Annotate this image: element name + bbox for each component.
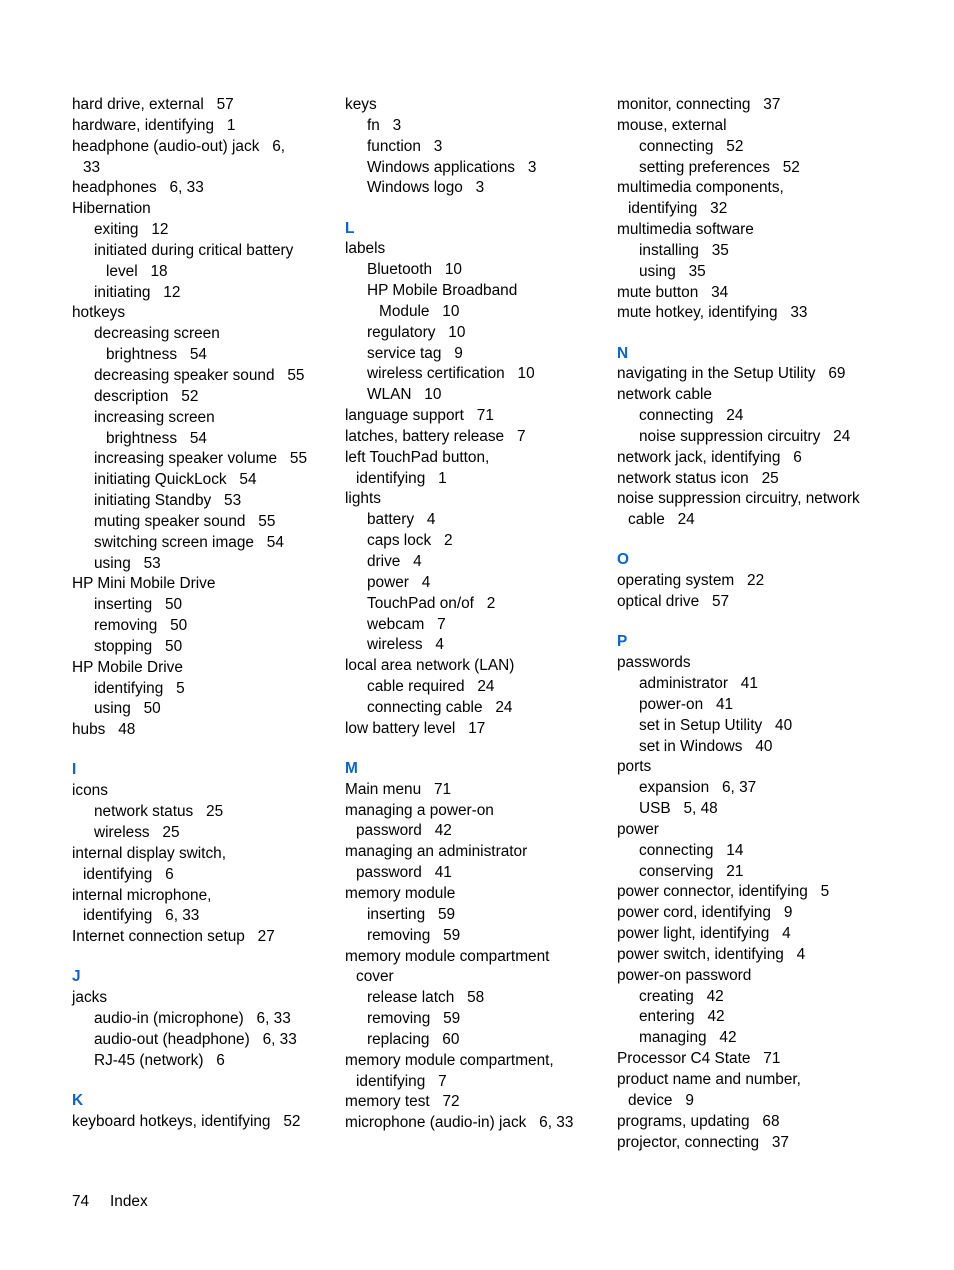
index-entry: initiated during critical battery: [94, 241, 294, 259]
index-entry: power: [617, 820, 659, 838]
index-entry: mute hotkey, identifying 33: [617, 304, 808, 322]
index-entry: local area network (LAN): [345, 657, 515, 675]
index-entry: network cable: [617, 386, 712, 404]
index-entry: network status icon 25: [617, 469, 779, 487]
index-entry: replacing 60: [367, 1030, 460, 1048]
index-entry: headphone (audio-out) jack 6,: [72, 137, 286, 155]
index-entry: network status 25: [94, 803, 224, 821]
index-letter-heading: M: [345, 759, 358, 777]
index-entry: network jack, identifying 6: [617, 448, 802, 466]
index-entry: identifying 32: [628, 200, 728, 218]
index-entry: managing an administrator: [345, 843, 528, 861]
index-entry: password 42: [356, 822, 452, 840]
index-entry: hubs 48: [72, 721, 136, 739]
index-entry: level 18: [106, 262, 168, 280]
index-entry: decreasing speaker sound 55: [94, 366, 305, 384]
index-entry: audio-out (headphone) 6, 33: [94, 1030, 297, 1048]
index-entry: headphones 6, 33: [72, 179, 204, 197]
index-entry: mouse, external: [617, 116, 727, 134]
index-entry: power light, identifying 4: [617, 925, 791, 943]
index-entry: Bluetooth 10: [367, 261, 462, 279]
index-entry: lights: [345, 490, 381, 508]
index-entry: exiting 12: [94, 221, 169, 239]
index-entry: navigating in the Setup Utility 69: [617, 365, 846, 383]
index-entry: switching screen image 54: [94, 533, 284, 551]
index-entry: ports: [617, 758, 652, 776]
index-entry: microphone (audio-in) jack 6, 33: [345, 1114, 574, 1132]
section-spacer: [72, 1072, 307, 1091]
index-entry: low battery level 17: [345, 719, 486, 737]
index-entry: power 4: [367, 573, 431, 591]
index-entry: programs, updating 68: [617, 1112, 780, 1130]
index-entry: set in Setup Utility 40: [639, 716, 793, 734]
index-entry: initiating QuickLock 54: [94, 471, 257, 489]
footer-section-title: Index: [110, 1193, 148, 1210]
index-entry: regulatory 10: [367, 323, 466, 341]
index-entry: passwords: [617, 654, 691, 672]
index-entry: wireless 25: [94, 823, 180, 841]
index-entry: internal display switch,: [72, 844, 226, 862]
index-entry: keys: [345, 96, 377, 113]
index-entry: setting preferences 52: [639, 158, 800, 176]
index-entry: power connector, identifying 5: [617, 883, 830, 901]
index-entry: noise suppression circuitry 24: [639, 427, 851, 445]
section-spacer: [617, 531, 860, 550]
index-entry: hardware, identifying 1: [72, 116, 236, 134]
index-entry: identifying 7: [356, 1072, 447, 1090]
index-entry: keyboard hotkeys, identifying 52: [72, 1112, 301, 1130]
index-letter-heading: L: [345, 219, 355, 237]
index-entry: power switch, identifying 4: [617, 945, 806, 963]
index-entry: cable 24: [628, 511, 695, 529]
index-entry: cable required 24: [367, 678, 495, 696]
index-entry: 33: [83, 158, 101, 176]
index-entry: power cord, identifying 9: [617, 904, 793, 922]
index-entry: Processor C4 State 71: [617, 1050, 781, 1068]
index-entry: monitor, connecting 37: [617, 96, 781, 113]
index-entry: WLAN 10: [367, 386, 442, 404]
index-entry: internal microphone,: [72, 886, 212, 904]
index-entry: increasing speaker volume 55: [94, 450, 308, 468]
index-entry: fn 3: [367, 116, 402, 134]
index-entry: memory module: [345, 884, 456, 902]
index-entry: identifying 6, 33: [83, 907, 200, 925]
index-entry: Windows applications 3: [367, 158, 537, 176]
index-entry: cover: [356, 968, 394, 986]
index-letter-heading: O: [617, 551, 629, 569]
index-entry: brightness 54: [106, 429, 207, 447]
index-entry: brightness 54: [106, 346, 207, 364]
index-entry: stopping 50: [94, 637, 183, 655]
section-spacer: [617, 324, 860, 343]
index-entry: power-on password: [617, 966, 752, 984]
index-entry: hard drive, external 57: [72, 96, 234, 113]
index-entry: device 9: [628, 1091, 694, 1109]
index-entry: latches, battery release 7: [345, 427, 526, 445]
index-entry: Module 10: [379, 302, 460, 320]
index-entry: language support 71: [345, 407, 494, 425]
index-entry: description 52: [94, 387, 199, 405]
index-entry: optical drive 57: [617, 593, 730, 611]
index-letter-heading: N: [617, 344, 629, 362]
index-entry: icons: [72, 782, 108, 800]
index-entry: removing 59: [367, 1010, 461, 1028]
index-entry: initiating 12: [94, 283, 181, 301]
index-entry: product name and number,: [617, 1071, 801, 1089]
index-entry: USB 5, 48: [639, 800, 718, 818]
index-entry: using 35: [639, 262, 706, 280]
index-column-3: [617, 95, 860, 1153]
section-spacer: [345, 740, 573, 759]
index-entry: identifying 5: [94, 679, 185, 697]
index-entry: operating system 22: [617, 572, 765, 590]
page-number: 74: [72, 1193, 90, 1210]
index-entry: webcam 7: [367, 615, 446, 633]
index-entry: projector, connecting 37: [617, 1133, 789, 1151]
section-spacer: [617, 613, 860, 632]
index-letter-heading: J: [72, 968, 81, 986]
index-entry: conserving 21: [639, 862, 744, 880]
index-entry: managing 42: [639, 1029, 737, 1047]
index-entry: memory test 72: [345, 1093, 460, 1111]
index-entry: Main menu 71: [345, 780, 452, 798]
index-entry: TouchPad on/of 2: [367, 594, 496, 612]
index-entry: muting speaker sound 55: [94, 512, 276, 530]
section-spacer: [345, 199, 573, 218]
index-entry: caps lock 2: [367, 532, 453, 550]
index-entry: multimedia software: [617, 221, 754, 239]
index-entry: service tag 9: [367, 344, 463, 362]
index-entry: set in Windows 40: [639, 737, 773, 755]
index-entry: battery 4: [367, 511, 436, 529]
index-entry: decreasing screen: [94, 325, 220, 343]
index-entry: installing 35: [639, 241, 729, 259]
index-entry: inserting 50: [94, 596, 183, 614]
index-entry: RJ-45 (network) 6: [94, 1051, 225, 1069]
index-entry: release latch 58: [367, 989, 485, 1007]
index-entry: HP Mobile Broadband: [367, 282, 518, 300]
index-entry: connecting 52: [639, 137, 744, 155]
index-entry: password 41: [356, 864, 452, 882]
index-entry: left TouchPad button,: [345, 448, 490, 466]
index-entry: wireless 4: [367, 636, 444, 654]
index-entry: mute button 34: [617, 283, 729, 301]
index-entry: creating 42: [639, 987, 724, 1005]
index-entry: identifying 1: [356, 469, 447, 487]
index-entry: audio-in (microphone) 6, 33: [94, 1010, 291, 1028]
index-letter-heading: K: [72, 1091, 84, 1109]
index-entry: HP Mini Mobile Drive: [72, 575, 216, 593]
section-spacer: [72, 741, 307, 760]
index-entry: connecting 14: [639, 841, 744, 859]
index-letter-heading: I: [72, 761, 77, 779]
index-column-1: [72, 95, 307, 1133]
index-entry: power-on 41: [639, 695, 734, 713]
index-entry: Internet connection setup 27: [72, 928, 275, 946]
index-entry: inserting 59: [367, 905, 456, 923]
index-entry: increasing screen: [94, 408, 215, 426]
index-entry: memory module compartment,: [345, 1051, 554, 1069]
index-entry: administrator 41: [639, 674, 758, 692]
index-entry: hotkeys: [72, 304, 126, 322]
index-entry: labels: [345, 240, 386, 258]
index-entry: connecting cable 24: [367, 698, 513, 716]
page-footer: [72, 1192, 148, 1212]
index-entry: removing 50: [94, 617, 188, 635]
index-entry: memory module compartment: [345, 947, 550, 965]
index-entry: removing 59: [367, 926, 461, 944]
index-entry: multimedia components,: [617, 179, 784, 197]
index-entry: wireless certification 10: [367, 365, 535, 383]
index-entry: Hibernation: [72, 200, 151, 218]
index-entry: using 50: [94, 700, 161, 718]
index-entry: noise suppression circuitry, network: [617, 490, 860, 508]
index-entry: initiating Standby 53: [94, 492, 242, 510]
index-entry: jacks: [72, 989, 108, 1007]
index-entry: identifying 6: [83, 865, 174, 883]
index-entry: connecting 24: [639, 407, 744, 425]
index-entry: function 3: [367, 137, 443, 155]
section-spacer: [72, 948, 307, 967]
index-entry: Windows logo 3: [367, 179, 485, 197]
index-entry: using 53: [94, 554, 161, 572]
index-letter-heading: P: [617, 633, 628, 651]
index-entry: expansion 6, 37: [639, 779, 757, 797]
index-column-2: [345, 95, 573, 1134]
index-entry: managing a power-on: [345, 801, 494, 819]
index-entry: drive 4: [367, 553, 422, 571]
index-entry: entering 42: [639, 1008, 725, 1026]
index-entry: HP Mobile Drive: [72, 658, 183, 676]
